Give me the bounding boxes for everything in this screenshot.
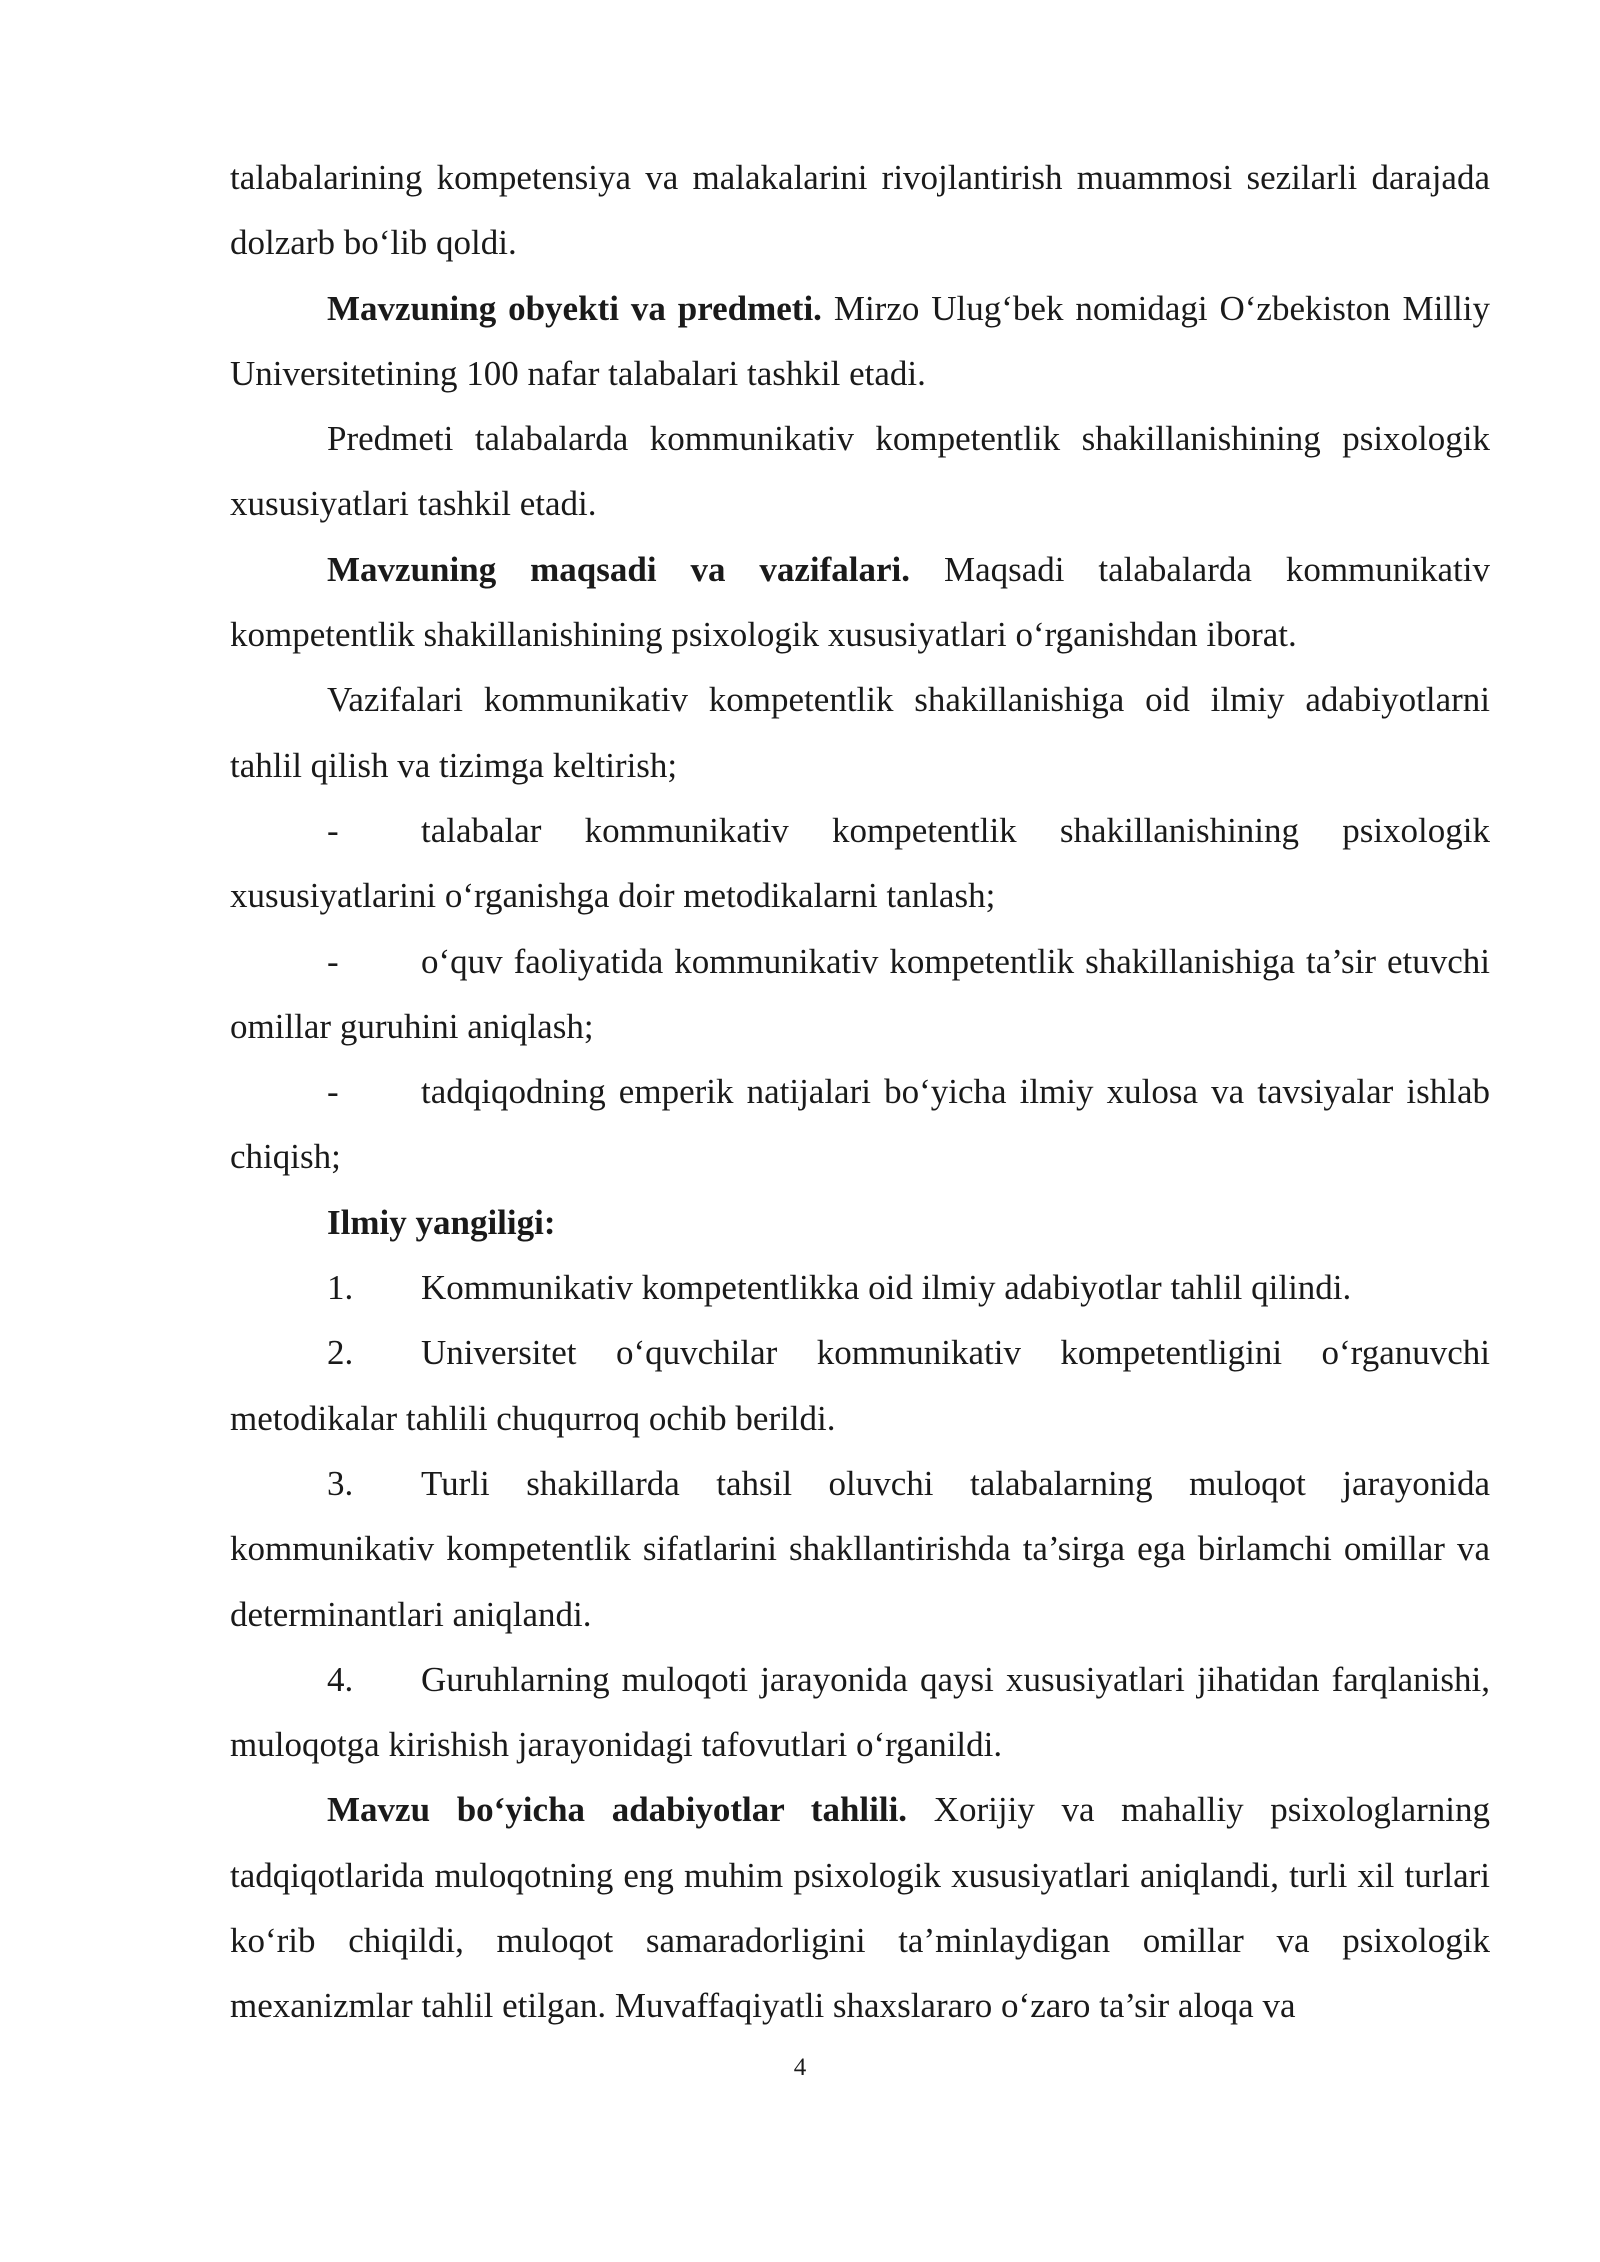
heading-novelty: Ilmiy yangiligi: — [327, 1202, 556, 1242]
paragraph-subject: Predmeti talabalarda kommunikativ kompetentlik shakillanishining psixologik xususiyatlari tashkil etadi. — [230, 419, 1490, 524]
literature-review-text: Xorijiy va mahalliy psixologlarning tadqiqotlarida muloqotning eng muhim psixologik xususiyatlari aniqlandi, turli xil turlari ko‘rib chiqildi, muloqot samaradorligini ta’minlaydigan omillar va psixologik mexanizmlar tahlil etilgan. Muvaffaqiyatli shaxslararo o‘zaro ta’sir aloqa va — [230, 1790, 1490, 2026]
list-item-text: tadqiqodning emperik natijalari bo‘yicha ilmiy xulosa va tavsiyalar ishlab chiqish; — [230, 1072, 1490, 1177]
document-body — [230, 145, 1490, 2039]
list-item-dash — [230, 798, 1490, 929]
aims-tasks-text: Maqsadi talabalarda kommunikativ kompetentlik shakillanishining psixologik xususiyatlari o‘rganishdan iborat. — [230, 549, 1490, 655]
list-number: 3. — [327, 1463, 354, 1503]
list-item-dash — [230, 929, 1490, 1060]
list-marker: - — [327, 1072, 339, 1112]
list-item-dash — [230, 1059, 1490, 1190]
paragraph-tasks: Vazifalari kommunikativ kompetentlik shakillanishiga oid ilmiy adabiyotlarni tahlil qilish va tizimga keltirish; — [230, 680, 1490, 785]
paragraph-literature-review — [230, 1777, 1490, 2038]
paragraph-object-subject — [230, 276, 1490, 407]
list-item-text: Universitet o‘quvchilar kommunikativ kompetentligini o‘rganuvchi metodikalar tahlili chuqurroq ochib berildi. — [230, 1333, 1490, 1438]
heading-object-subject: Mavzuning obyekti va predmeti. — [327, 288, 822, 328]
list-item-text: Kommunikativ kompetentlikka oid ilmiy adabiyotlar tahlil qilindi. — [421, 1268, 1352, 1308]
list-item-numbered — [230, 1451, 1490, 1647]
heading-aims-tasks: Mavzuning maqsadi va vazifalari. — [327, 549, 911, 589]
list-marker: - — [327, 810, 339, 850]
list-marker: - — [327, 941, 339, 981]
list-number: 2. — [327, 1333, 354, 1373]
paragraph-aims-tasks — [230, 537, 1490, 668]
object-subject-text: Mirzo Ulug‘bek nomidagi O‘zbekiston Milliy Universitetining 100 nafar talabalari tashkil etadi. — [230, 288, 1490, 393]
list-item-text: Guruhlarning muloqoti jarayonida qaysi xususiyatlari jihatidan farqlanishi, muloqotga kirishish jarayonidagi tafovutlari o‘rganildi. — [230, 1659, 1490, 1765]
list-item-numbered — [230, 1647, 1490, 1778]
paragraph-continuation: talabalarining kompetensiya va malakalarini rivojlantirish muammosi sezilarli darajada dolzarb bo‘lib qoldi. — [230, 158, 1490, 263]
list-item-text: o‘quv faoliyatida kommunikativ kompetentlik shakillanishiga ta’sir etuvchi omillar guruhini aniqlash; — [230, 941, 1490, 1046]
heading-literature-review: Mavzu bo‘yicha adabiyotlar tahlili. — [327, 1790, 908, 1830]
list-number: 4. — [327, 1659, 354, 1699]
list-item-text: talabalar kommunikativ kompetentlik shakillanishining psixologik xususiyatlarini o‘rganishga doir metodikalarni tanlash; — [230, 810, 1490, 916]
page-number: 4 — [793, 2054, 807, 2081]
list-number: 1. — [327, 1268, 354, 1308]
list-item-text: Turli shakillarda tahsil oluvchi talabalarning muloqot jarayonida kommunikativ kompetentlik sifatlarini shakllantirishda ta’sirga ega birlamchi omillar va determinantlari aniqlandi. — [230, 1463, 1490, 1634]
list-item-numbered — [230, 1255, 1490, 1320]
list-item-numbered — [230, 1320, 1490, 1451]
